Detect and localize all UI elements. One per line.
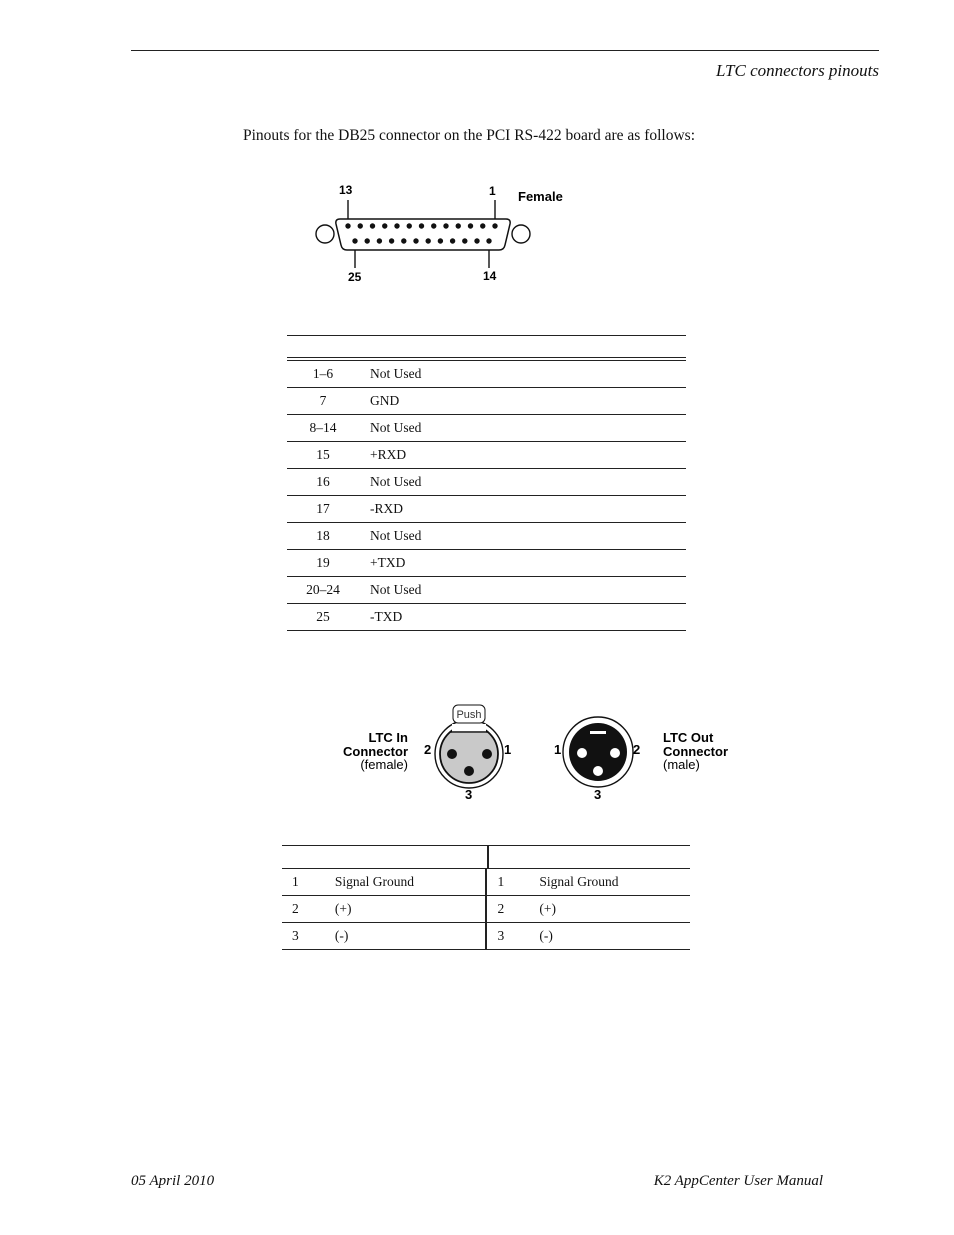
signal-name: Not Used (359, 577, 686, 604)
footer-date: 05 April 2010 (131, 1173, 215, 1189)
signal-name: GND (359, 388, 686, 415)
db25-pins-bottom-row (352, 238, 491, 243)
pin-1-label: 1 (489, 184, 496, 198)
pin-number: 8–14 (287, 415, 359, 442)
ltc-out-title: LTC Out (663, 730, 714, 745)
table-row (287, 415, 686, 442)
pin-13-label: 13 (339, 183, 353, 197)
pin-number: 7 (287, 388, 359, 415)
signal-name: Not Used (359, 415, 686, 442)
db25-table-header-rule (287, 357, 686, 358)
ltc-pinout-table (282, 869, 690, 950)
push-latch-label: Push (456, 709, 482, 721)
pin-14-label: 14 (483, 269, 497, 283)
table-row (287, 361, 686, 388)
db25-table-top-rule (287, 335, 686, 336)
signal-name: Not Used (359, 361, 686, 388)
pin-number: 15 (287, 442, 359, 469)
table-row (282, 869, 690, 896)
pin-number: 1–6 (287, 361, 359, 388)
mount-hole-right (512, 225, 530, 243)
signal-name: -TXD (359, 604, 686, 631)
header-rule (131, 50, 879, 51)
mount-hole-left (316, 225, 334, 243)
pin-number: 16 (287, 469, 359, 496)
pin-number: 18 (287, 523, 359, 550)
ltc-in-signal: (+) (335, 896, 487, 923)
gender-label: Female (518, 189, 563, 204)
ltc-in-pin-1-label: 1 (504, 742, 512, 757)
signal-name: +TXD (359, 550, 686, 577)
ltc-in-pin: 1 (282, 869, 335, 896)
pin-25-label: 25 (348, 270, 362, 284)
table-row (287, 442, 686, 469)
table-row (282, 896, 690, 923)
ltc-out-male-connector (563, 717, 633, 787)
table-row (287, 496, 686, 523)
ltc-in-pin: 2 (282, 896, 335, 923)
ltc-in-title: LTC In (368, 730, 408, 745)
ltc-out-pin-1-label: 1 (554, 742, 562, 757)
ltc-in-female-connector (435, 705, 503, 788)
ltc-out-signal: (+) (539, 896, 690, 923)
signal-name: +RXD (359, 442, 686, 469)
ltc-out-pin-2-label: 2 (633, 742, 641, 757)
ltc-table-header-divider (487, 845, 489, 869)
ltc-out-connector-label: Connector (663, 744, 728, 759)
ltc-out-signal: Signal Ground (539, 869, 690, 896)
intro-paragraph: Pinouts for the DB25 connector on the PCI RS-422 board are as follows: (243, 127, 696, 144)
ltc-in-connector-label: Connector (343, 744, 408, 759)
ltc-out-pin-3-label: 3 (594, 787, 602, 802)
signal-name: Not Used (359, 469, 686, 496)
db25-pinout-table (287, 361, 686, 631)
ltc-in-pin-3-label: 3 (465, 787, 473, 802)
signal-name: Not Used (359, 523, 686, 550)
section-title: LTC connectors pinouts (715, 61, 879, 80)
table-row (287, 469, 686, 496)
ltc-in-gender: (female) (360, 757, 408, 772)
table-row (282, 923, 690, 950)
pin-number: 19 (287, 550, 359, 577)
pin-number: 25 (287, 604, 359, 631)
table-row (287, 523, 686, 550)
db25-connector-diagram (300, 175, 590, 290)
pin-number: 20–24 (287, 577, 359, 604)
ltc-out-gender: (male) (663, 757, 700, 772)
ltc-out-pin: 2 (486, 896, 539, 923)
pin-number: 17 (287, 496, 359, 523)
ltc-in-signal: (-) (335, 923, 487, 950)
db25-pins-top-row (345, 223, 497, 228)
xlr-connectors-diagram (330, 700, 750, 810)
ltc-in-signal: Signal Ground (335, 869, 487, 896)
ltc-out-signal: (-) (539, 923, 690, 950)
ltc-in-pin-2-label: 2 (424, 742, 432, 757)
footer-manual-title: K2 AppCenter User Manual (653, 1173, 823, 1189)
ltc-out-pin: 1 (486, 869, 539, 896)
table-row (287, 550, 686, 577)
table-row (287, 577, 686, 604)
ltc-out-pin: 3 (486, 923, 539, 950)
table-row (287, 604, 686, 631)
ltc-in-pin: 3 (282, 923, 335, 950)
table-row (287, 388, 686, 415)
ltc-table-top-rule (282, 845, 690, 846)
signal-name: -RXD (359, 496, 686, 523)
